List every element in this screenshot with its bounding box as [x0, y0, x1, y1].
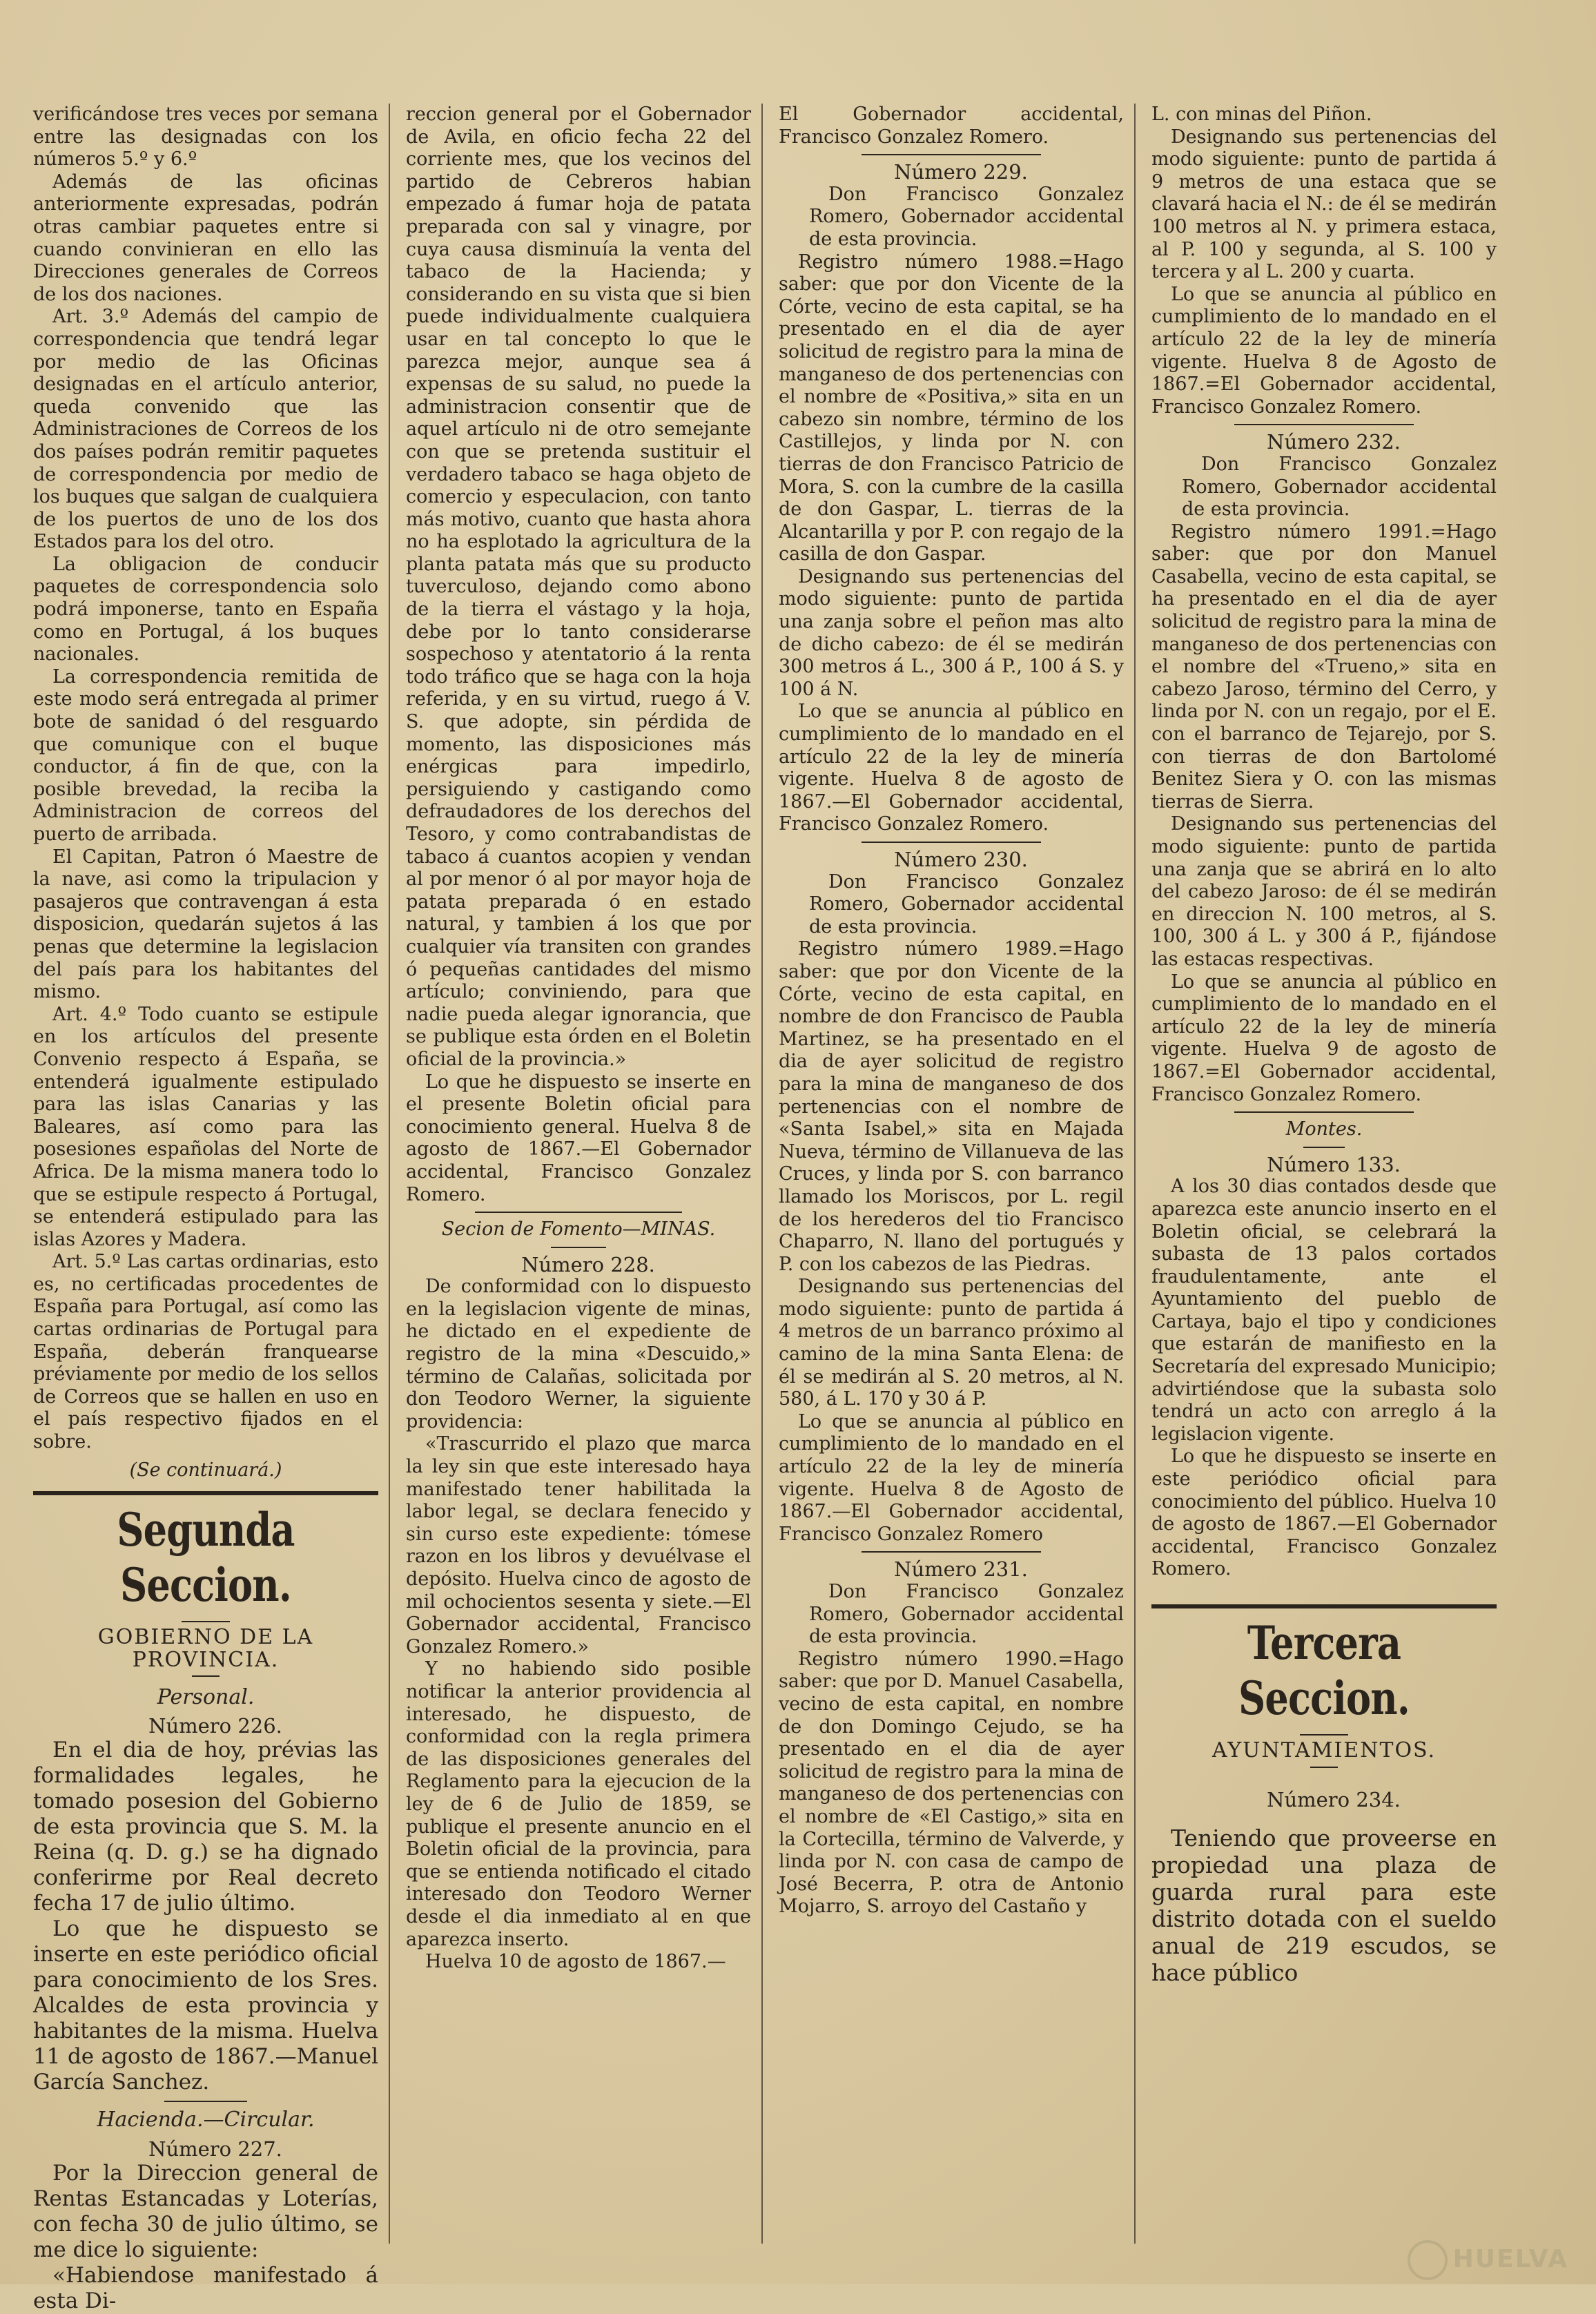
rule [1234, 424, 1414, 425]
paragraph: Designando sus pertenencias del modo siguiente: punto de partida una zanja sobre el peñon mas alto de dicho cabezo: de él se medirán 300 metros á L., 300 á P., 100 á S. y 100 á N. [779, 565, 1124, 700]
paragraph: «Habiendose manifestado á esta Di- [33, 2262, 378, 2313]
paragraph: Art. 4.º Todo cuanto se estipule en los artículos del presente Convenio respecto á España, se entenderá igualmente estipulado para las islas Canarias y las Baleares, así como para las posesiones españolas del Norte de Africa. De la misma manera todo lo que se estipule respecto á Portugal, se entenderá estipulado para las islas Azores y Madera. [33, 1003, 378, 1250]
paragraph: De conformidad con lo dispuesto en la legislacion vigente de minas, he dictado en el expediente de registro de la mina «Descuido,» término de Calañas, solicitada por don Teodoro Werner, la siguiente providencia: [406, 1276, 751, 1432]
paragraph: Por la Direccion general de Rentas Estancadas y Loterías, con fecha 30 de julio último, se me dice lo siguiente: [33, 2160, 378, 2262]
rule [862, 1551, 1041, 1553]
section-title: Segunda Seccion. [117, 1503, 295, 1613]
notice-heading: Don Francisco Gonzalez Romero, Gobernador accidental de esta provincia. [1182, 453, 1497, 521]
paragraph: Lo que he dispuesto se inserte en el presente Boletin oficial para conocimiento general. Huelva 8 de agosto de 1867.—El Gobernador accidental, Francisco Gonzalez Romero. [406, 1071, 751, 1205]
paragraph: El Capitan, Patron ó Maestre de la nave, asi como la tripulacion y pasajeros que contravengan á esta disposicion, quedarán sujetos á las penas que determine la legislacion del país para los habitantes del mismo. [33, 846, 378, 1003]
paragraph: Registro número 1991.=Hago saber: que por don Manuel Casabella, vecino de esta capital, se ha presentado en el dia de ayer solicitud de registro para la mina de manganeso de dos pertenencias con el nombre del «Trueno,» sita en cabezo Jaroso, término del Cerro, y linda por N. con un regajo, por el E. con el barranco de Tejarejo, por S. con tierras de don Bartolomé Benitez Siera y O. con las mismas tierras de Sierra. [1151, 521, 1497, 813]
column-divider [761, 104, 763, 2244]
paragraph: «Trascurrido el plazo que marca la ley sin que este interesado haya manifestado tener habilitada la labor legal, se declara fenecido y sin curso este expediente: tómese razon en los libros y devuélvase el depósito. Huelva cinco de agosto de mil ochocientos sesenta y siete.—El Gobernador accidental, Francisco Gonzalez Romero.» [406, 1433, 751, 1657]
section-rule [33, 1491, 378, 1495]
paragraph: L. con minas del Piñon. [1151, 104, 1372, 125]
continuation-note: (Se continuará.) [129, 1459, 282, 1481]
rule [862, 842, 1041, 843]
paragraph: El Gobernador accidental, Francisco Gonzalez Romero. [779, 104, 1124, 148]
notice-number: Número 226. [148, 1714, 282, 1738]
rule [164, 2101, 247, 2102]
paragraph: Designando sus pertenencias del modo siguiente: punto de partida una zanja que se abrirá en lo alto del cabezo Jaroso: de él se medirán en direccion N. 100 metros, al S. 100, 300 á L. y 300 á P., fijándose las estacas respectivas. [1151, 813, 1497, 970]
rule [551, 1247, 606, 1248]
column-2 [406, 104, 751, 1974]
notice-heading: Don Francisco Gonzalez Romero, Gobernador accidental de esta provincia. [809, 1581, 1124, 1648]
notice-heading: Don Francisco Gonzalez Romero, Gobernador accidental de esta provincia. [809, 183, 1124, 250]
section-heading: GOBIERNO DE LA PROVINCIA. [97, 1625, 314, 1672]
paragraph: Huelva 10 de agosto de 1867.— [425, 1951, 726, 1973]
watermark-seal-icon [1408, 2240, 1448, 2280]
notice-heading: Don Francisco Gonzalez Romero, Gobernador accidental de esta provincia. [809, 871, 1124, 937]
paragraph: Designando sus pertenencias del modo siguiente: punto de partida á 9 metros de una estaca que se clavará hacia el N.: de él se medirán 100 metros al N. y primera estaca, al P. 100 y segunda, al S. 100 y tercera y al L. 200 y cuarta. [1151, 126, 1497, 283]
section-heading: AYUNTAMIENTOS. [1211, 1738, 1437, 1762]
column-divider [1134, 104, 1136, 2244]
notice-number: Número 227. [148, 2137, 282, 2161]
subsection-heading: Hacienda.—Circular. [97, 2107, 315, 2132]
paragraph: reccion general por el Gobernador de Avila, en oficio fecha 22 del corriente mes, que los vecinos del partido de Cebreros habian empezado á fumar hoja de patata preparada con sal y vinagre, por cuya causa disminuía la venta del tabaco de la Hacienda; y considerando en su vista que si bien puede individualmente cualquiera usar en tal concepto lo que le parezca mejor, aunque sea á expensas de su salud, no puede la administracion consentir que de aquel artículo ni de otro semejante con que se pretenda sustituir el verdadero tabaco se haga objeto de comercio y especulacion, con tanto más motivo, cuanto que hasta ahora no ha esplotado la agricultura de la planta patata más que su producto tuverculoso, dejando como abono de la tierra el vástago y la hoja, debe por lo tanto considerarse sospechoso y atentatorio á la renta todo tráfico que se haga con la hoja referida, y en su virtud, ruego á V. S. que adopte, sin pérdida de momento, las disposiciones más enérgicas para impedirlo, persiguiendo y castigando como defraudadores de los derechos del Tesoro, y como contrabandistas de tabaco á cuantos acopien y vendan al por menor ó al por mayor hoja de patata preparada ó en estado natural, y tambien á los que por cualquier vía transiten con grandes ó pequeñas cantidades del mismo artículo; conviniendo, para que nadie pueda alegar ignorancia, que se publique esta órden en el Boletin oficial de la provincia.» [406, 104, 751, 1070]
notice-number: Número 232. [1267, 430, 1401, 454]
ornament-rule [1310, 1767, 1338, 1768]
ornament-rule [192, 1675, 220, 1677]
subsection-heading: Montes. [1285, 1118, 1363, 1140]
notice-number: Número 229. [894, 160, 1028, 184]
paragraph: Lo que se anuncia al público en cumplimiento de lo mandado en el artículo 22 de la ley de minería vigente. Huelva 8 de Agosto de 1867.=El Gobernador accidental, Francisco Gonzalez Romero. [1151, 283, 1497, 418]
paragraph: A los 30 dias contados desde que aparezca este anuncio inserto en el Boletin oficial, se celebrará la subasta de 13 palos cortados fraudulentamente, ante el Ayuntamiento del pueblo de Cartaya, bajo el tipo y condiciones que estarán de manifiesto en la Secretaría del expresado Municipio; advirtiéndose que la subasta solo tendrá un acto con arreglo á la legislacion vigente. [1151, 1176, 1497, 1445]
ornament-rule [1300, 1734, 1348, 1736]
paragraph: La correspondencia remitida de este modo será entregada al primer bote de sanidad ó del resguardo que comunique con el buque conductor, á fin de que, con la posible brevedad, la reciba la Administracion de correos del puerto de arribada. [33, 665, 378, 845]
paragraph: La obligacion de conducir paquetes de correspondencia solo podrá imponerse, tanto en España como en Portugal, á los buques nacionales. [33, 553, 378, 665]
paragraph: verificándose tres veces por semana entre las designadas con los números 5.º y 6.º [33, 104, 378, 171]
section-title: Tercera Seccion. [1238, 1616, 1410, 1725]
watermark-text: HUELVA [1452, 2245, 1568, 2273]
paragraph: Teniendo que proveerse en propiedad una plaza de guarda rural para este distrito dotada con el sueldo anual de 219 escudos, se hace público [1151, 1825, 1497, 1987]
notice-number: Número 234. [1267, 1787, 1401, 1811]
paragraph: Registro número 1988.=Hago saber: que por don Vicente de la Córte, vecino de esta capital, se ha presentado en el dia de ayer solicitud de registro para la mina de manganeso de dos pertenencias con el nombre de «Positiva,» sita en un cabezo sin nombre, término de los Castillejos, y linda por N. con tierras de don Francisco Patricio de Mora, S. con la cumbre de la casilla de don Gaspar, L. tierras de la Alcantarilla y por P. con regajo de la casilla de don Gaspar. [779, 251, 1124, 565]
column-divider [389, 104, 390, 2244]
subsection-heading: Personal. [157, 1685, 255, 1710]
rule [1303, 1147, 1345, 1148]
rule [862, 154, 1041, 155]
paragraph: Registro número 1990.=Hago saber: que por D. Manuel Casabella, vecino de esta capital, en nombre de don Domingo Cejudo, se ha presentado en el dia de ayer solicitud de registro para la mina de manganeso de dos pertenencias con el nombre de «El Castigo,» sita en la Cortecilla, término de Valverde, y linda por N. con casa de campo de José Becerra, P. otra de Antonio Mojarro, S. arroyo del Castaño y [779, 1648, 1124, 1918]
notice-number: Número 133. [1267, 1152, 1401, 1176]
column-4 [1151, 104, 1497, 1986]
paragraph: Art. 5.º Las cartas ordinarias, esto es, no certificadas procedentes de España para Portugal, así como las cartas ordinarias de Portugal para España, deberán franquearse préviamente por medio de los sellos de Correos que se hallen en uso en el país respectivo fijados en el sobre. [33, 1251, 378, 1453]
column-3 [779, 104, 1124, 1918]
paragraph: Y no habiendo sido posible notificar la anterior providencia al interesado, he dispuesto, de conformidad con la regla primera de las disposiciones generales del Reglamento para la ejecucion de la ley de 6 de Julio de 1859, se publique el presente anuncio en el Boletin oficial de la provincia, para que se entienda notificado el citado interesado don Teodoro Werner desde el dia inmediato al en que aparezca inserto. [406, 1658, 751, 1950]
section-rule [1151, 1604, 1497, 1608]
notice-number: Número 231. [894, 1557, 1028, 1582]
paragraph: Lo que se anuncia al público en cumplimiento de lo mandado en el artículo 22 de la ley de minería vigente. Huelva 8 de Agosto de 1867.—El Gobernador accidental, Francisco Gonzalez Romero [779, 1410, 1124, 1545]
notice-number: Número 230. [894, 848, 1028, 871]
paragraph: Además de las oficinas anteriormente expresadas, podrán otras cambiar paquetes entre si cuando convinieran en ello las Direcciones generales de Correos de los dos naciones. [33, 171, 378, 305]
ornament-rule [182, 1621, 230, 1622]
notice-number: Número 228. [521, 1252, 655, 1276]
paragraph: Lo que he dispuesto se inserte en este periódico oficial para conocimiento del público. Huelva 10 de agosto de 1867.—El Gobernador accidental, Francisco Gonzalez Romero. [1151, 1446, 1497, 1580]
paragraph: Art. 3.º Además del campio de correspondencia que tendrá legar por medio de las Oficinas designadas en el artículo anterior, queda convenido que las Administraciones de Correos de los dos países podrán remitir paquetes de correspondencia por medio de los buques que salgan de cualquiera de los puertos de uno de los dos Estados para los del otro. [33, 306, 378, 553]
subsection-heading: Secion de Fomento—MINAS. [441, 1218, 716, 1241]
rule [1234, 1111, 1414, 1113]
paragraph: Lo que se anuncia al público en cumplimiento de lo mandado en el artículo 22 de la ley de minería vigente. Huelva 8 de agosto de 1867.—El Gobernador accidental, Francisco Gonzalez Romero. [779, 701, 1124, 835]
archive-watermark [1408, 2240, 1568, 2280]
paragraph: Lo que se anuncia al público en cumplimiento de lo mandado en el artículo 22 de la ley de minería vigente. Huelva 9 de agosto de 1867.=El Gobernador accidental, Francisco Gonzalez Romero. [1151, 971, 1497, 1105]
column-1 [33, 104, 378, 2314]
paragraph: Lo que he dispuesto se inserte en este periódico oficial para conocimiento de los Sres. Alcaldes de esta provincia y habitantes de la misma. Huelva 11 de agosto de 1867.—Manuel García Sanchez. [33, 1916, 378, 2094]
paragraph: Designando sus pertenencias del modo siguiente: punto de partida á 4 metros de un barranco próximo al camino de la mina Santa Elena: de él se medirán al S. 20 metros, al N. 580, á L. 170 y 30 á P. [779, 1276, 1124, 1410]
paragraph: Registro número 1989.=Hago saber: que por don Vicente de la Córte, vecino de esta capital, en nombre de don Francisco de Paubla Martinez, se ha presentado en el dia de ayer solicitud de registro para la mina de manganeso de dos pertenencias con el nombre de «Santa Isabel,» sita en Majada Nueva, término de Villanueva de las Cruces, y linda por S. con barranco llamado los Moriscos, por L. regil de los herederos del tio Francisco Chaparro, N. llano del portugués y P. con los cabezos de las Piedras. [779, 938, 1124, 1275]
paragraph: En el dia de hoy, prévias las formalidades legales, he tomado posesion del Gobierno de esta provincia que S. M. la Reina (q. D. g.) se ha dignado conferirme por Real decreto fecha 17 de julio último. [33, 1737, 378, 1916]
rule [475, 1212, 682, 1213]
